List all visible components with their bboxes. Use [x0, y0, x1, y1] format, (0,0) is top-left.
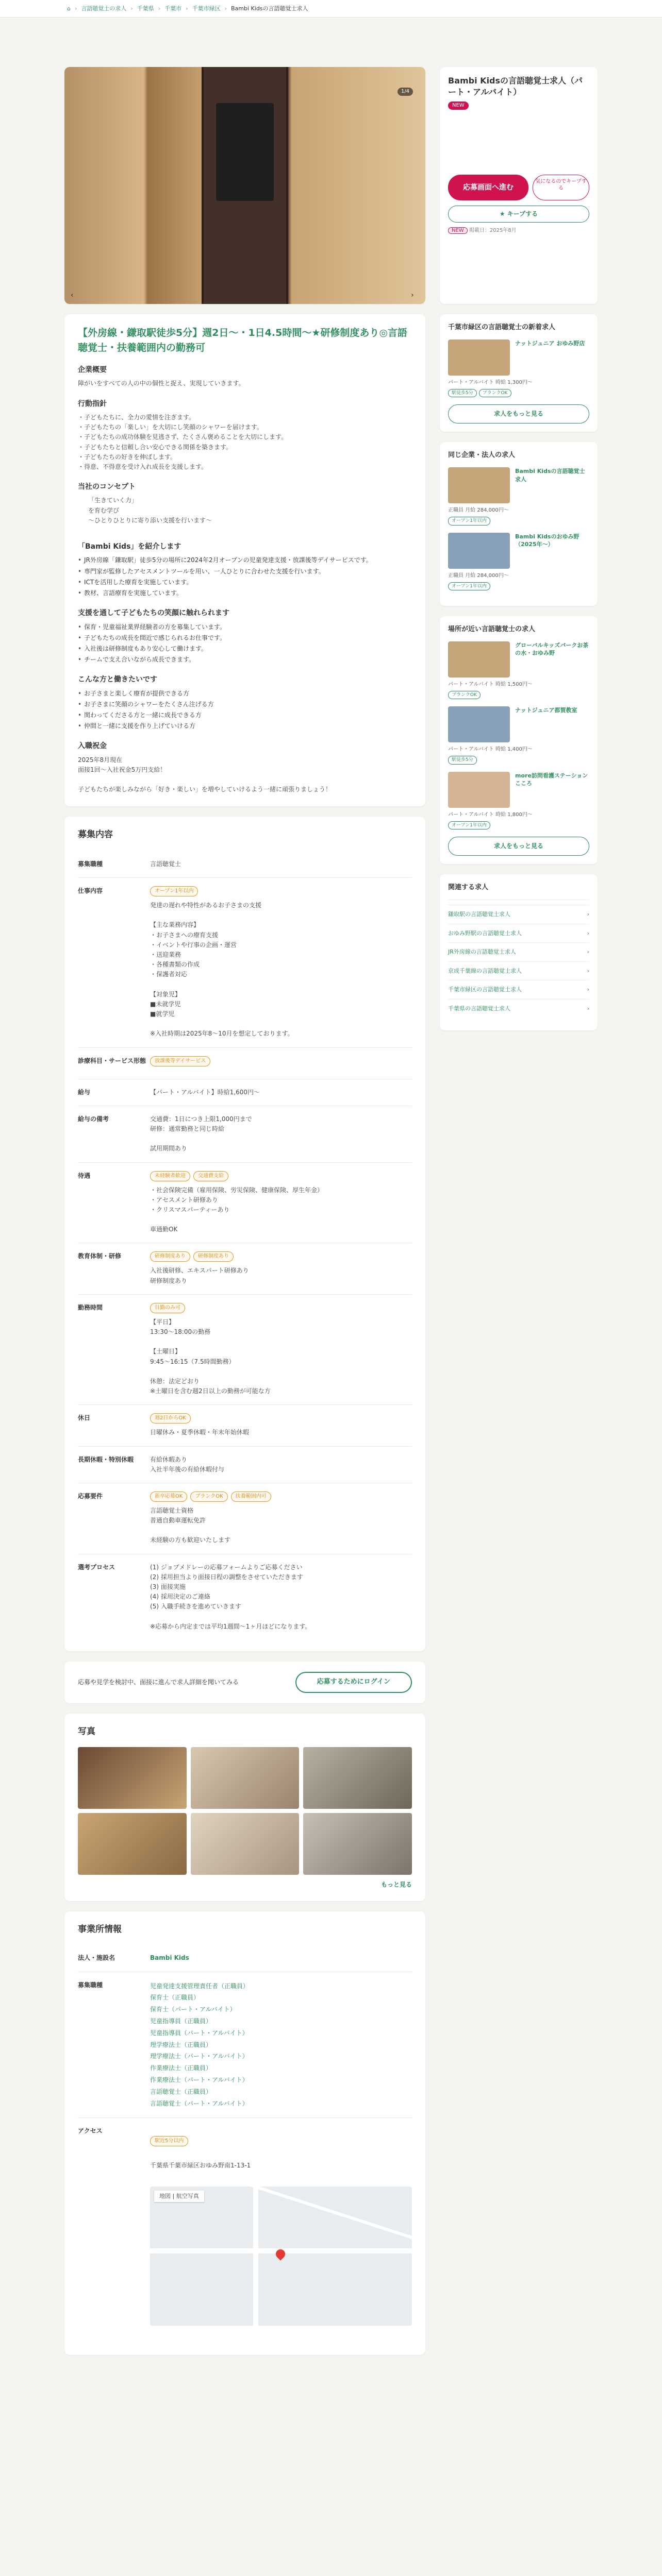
side-job-info: パート・アルバイト 時給 1,800円〜 [448, 811, 533, 818]
feature-tag: オープン1年以内 [448, 517, 490, 525]
more-jobs-button[interactable]: 求人をもっと見る [448, 837, 589, 856]
office-job-link[interactable]: 言語聴覚士（パート・アルバイト） [150, 2099, 249, 2107]
requirement-label: 長期休暇・特別休暇 [78, 1455, 134, 1463]
list-item: • ICTを活用した療育を実施しています。 [78, 578, 412, 587]
map-view[interactable] [150, 2187, 412, 2326]
feature-list [78, 689, 412, 732]
address-text: 千葉県千葉市緑区おゆみ野南1-13-1 [150, 2161, 251, 2169]
office-job-link[interactable]: 理学療法士（正職員） [150, 2041, 212, 2048]
tag-group [150, 1171, 412, 1181]
section-heading: 企業概要 [78, 366, 107, 374]
requirement-row [78, 1047, 412, 1079]
office-job-link[interactable]: 作業療法士（パート・アルバイト） [150, 2076, 249, 2083]
box-heading: 千葉市緑区の言語聴覚士の新着求人 [448, 324, 556, 331]
requirement-label: 給与の備考 [78, 1115, 109, 1123]
list-item: • 入社後は研修制度もあり安心して働けます。 [78, 644, 412, 654]
requirement-value [150, 1492, 412, 1546]
tag-group [448, 389, 589, 397]
feature-tag: 新卒応募OK [150, 1492, 187, 1502]
chevron-right-icon: › [587, 1005, 589, 1012]
list-item: • 子どもたちの成長を間近で感じられるお仕事です。 [78, 633, 412, 643]
consider-button[interactable]: 気になるのでキープする [533, 175, 589, 200]
feature-tag: 駅徒歩5分 [448, 756, 477, 764]
breadcrumb-current: Bambi Kidsの言語聴覚士求人 [231, 5, 308, 12]
requirement-text: 発達の遅れや特性があるお子さまの支援 【主な業務内容】 ・お子さまへの療育支援 ・イベントや行事の企画・運営 ・送迎業務 ・各種書類の作成 ・保護者対応 【対象児】 ■未就学児 ■就学児 ※入社時期は2025年8〜10月を想定しております。 [150, 901, 294, 1038]
requirement-row [78, 1483, 412, 1554]
box-heading: 関連する求人 [448, 884, 489, 892]
related-link-label: JR外房線の言語聴覚士求人 [448, 948, 516, 956]
section-heading: 入職祝金 [78, 742, 107, 751]
related-link[interactable] [448, 980, 589, 999]
requirement-text: 言語聴覚士 [150, 860, 181, 868]
job-thumb [448, 772, 510, 808]
office-jobs-list [150, 1980, 412, 2110]
requirement-label: 募集職種 [78, 860, 103, 868]
breadcrumb-link[interactable]: 千葉市 [164, 5, 182, 12]
cta-text: 応募や見学を検討中、面接に進んで求人詳細を聞いてみる [78, 1678, 239, 1686]
feature-tag: 交通費支給 [193, 1171, 228, 1181]
side-job-name[interactable]: more訪問看護ステーションこころ [515, 772, 588, 787]
related-link[interactable] [448, 961, 589, 980]
breadcrumb-link[interactable]: 言語聴覚士の求人 [81, 5, 127, 12]
job-thumb [448, 641, 510, 677]
section-text: 2025年8月現在 面接1回〜入社祝金5万円支給！ 子どもたちが楽しみながら「好き・楽しい」を増やしていけるよう一緒に頑張りましょう！ [78, 756, 332, 793]
new-badge: NEW [448, 101, 469, 110]
box-heading: 場所が近い言語聴覚士の求人 [448, 625, 536, 633]
requirements-title: 募集内容 [78, 829, 113, 840]
photo-counter: 1/4 [398, 88, 413, 96]
requirement-label: 待遇 [78, 1172, 91, 1179]
list-item: • 関わってくださる方と一緒に成長できる方 [78, 710, 412, 720]
feature-tag: 日勤のみ可 [150, 1303, 185, 1313]
requirements-card [64, 817, 425, 1651]
map-tab[interactable]: 地図 | 航空写真 [154, 2191, 204, 2202]
related-link[interactable] [448, 942, 589, 961]
sidebar [440, 67, 598, 2355]
requirement-text: 交通費：1日につき上限1,000円まで 研修：通常勤務と同じ時給 試用期間あり [150, 1115, 252, 1153]
list-item: • お子さまと楽しく療育が提供できる方 [78, 689, 412, 699]
office-title: 事業所情報 [78, 1924, 122, 1935]
cta-bar [64, 1662, 425, 1703]
tag-group [150, 886, 412, 896]
side-job-name[interactable]: グローバルキッズパークお茶の水・おゆみ野 [515, 641, 589, 657]
related-link[interactable] [448, 999, 589, 1018]
meta-pill: NEW [448, 227, 468, 234]
photos-title: 写真 [78, 1726, 95, 1737]
breadcrumb-link[interactable]: 千葉県 [137, 5, 154, 12]
tag-group [448, 756, 589, 764]
requirement-row [78, 1243, 412, 1294]
requirement-value [150, 1056, 412, 1071]
requirement-value [150, 1455, 412, 1475]
feature-tag: 週2日からOK [150, 1413, 191, 1423]
office-name-link[interactable]: Bambi Kids [150, 1954, 189, 1962]
side-job-info: パート・アルバイト 時給 1,500円〜 [448, 681, 533, 687]
feature-tag: 放課後等デイサービス [150, 1056, 210, 1066]
requirement-label: 勤務時間 [78, 1303, 103, 1311]
list-item: • 仲間と一緒に支援を作り上げていける方 [78, 721, 412, 731]
requirement-text: ・社会保険完備（雇用保険、労災保険、健康保険、厚生年金） ・アセスメント研修あり ・クリスマスパーティーあり 車通勤OK [150, 1186, 324, 1233]
requirement-text: 【パート・アルバイト】時給1,600円〜 [150, 1088, 260, 1096]
office-job-link[interactable]: 言語聴覚士（正職員） [150, 2088, 212, 2095]
section-heading: こんな方と働きたいです [78, 675, 157, 684]
feature-list [78, 555, 412, 598]
tag-group [150, 1492, 412, 1502]
feature-tag: オープン1年以内 [150, 886, 198, 896]
feature-tag: ブランクOK [479, 389, 511, 397]
requirement-text: 有給休暇あり 入社半年後の有給休暇付与 [150, 1455, 225, 1473]
requirement-value [150, 1563, 412, 1632]
side-job-info: 正職員 月給 284,000円〜 [448, 572, 509, 579]
job-thumb [448, 706, 510, 742]
feature-tag: 扶養範囲内可 [231, 1492, 271, 1502]
chevron-right-icon: › [587, 948, 589, 956]
side-job-name[interactable]: Bambi Kidsの言語聴覚士求人 [515, 468, 585, 483]
side-job[interactable] [448, 467, 589, 503]
office-jobs-label: 募集職種 [78, 1981, 103, 1989]
chevron-right-icon: › [587, 986, 589, 993]
side-job-info: パート・アルバイト 時給 1,300円〜 [448, 379, 533, 385]
photo-thumb[interactable] [78, 1747, 187, 1809]
requirement-text: 【平日】 13:30〜18:00の勤務 【土曜日】 9:45〜16:15（7.5時間勤務） 休憩：法定どおり ※土曜日を含む週2日以上の勤務が可能な方 [150, 1318, 271, 1395]
star-icon: ★ [499, 210, 507, 218]
office-name-label: 法人・施設名 [78, 1954, 115, 1962]
side-job[interactable] [448, 706, 589, 742]
feature-tag: オープン1年以内 [448, 582, 490, 590]
main-column [64, 67, 425, 2355]
sign-graphic [216, 103, 274, 201]
related-link[interactable] [448, 905, 589, 924]
requirement-row [78, 1106, 412, 1162]
list-item: • 保育・児童福祉業界経験者の方を募集しています。 [78, 622, 412, 632]
requirement-value [150, 1303, 412, 1397]
requirement-label: 診療科目・サービス形態 [78, 1057, 146, 1064]
list-item: • 専門家が監修したアセスメントツールを用い、一人ひとりに合わせた支援を行います。 [78, 567, 412, 577]
office-job-link[interactable]: 児童指導員（パート・アルバイト） [150, 2029, 249, 2037]
section-text: 障がいをすべての人の中の個性と捉え、実現していきます。 [78, 380, 245, 387]
box-heading: 同じ企業・法人の求人 [448, 451, 516, 460]
requirement-label: 教育体制・研修 [78, 1252, 122, 1260]
side-job-info: 正職員 月給 284,000円〜 [448, 507, 509, 514]
requirement-value [150, 886, 412, 1039]
feature-tag: ブランクOK [190, 1492, 227, 1502]
requirement-value [150, 1171, 412, 1235]
side-job-name[interactable]: ナットジュニア都賀教室 [515, 707, 577, 714]
requirement-value [150, 859, 412, 869]
requirement-text: 言語聴覚士資格 普通自動車運転免許 未経験の方も歓迎いたします [150, 1506, 231, 1544]
side-job[interactable] [448, 641, 589, 677]
office-card [64, 1911, 425, 2355]
keep-button[interactable]: ★ キープする [448, 206, 589, 223]
section-text: 「生きていく力」 を育む学び 〜ひとりひとりに寄り添い支援を行います〜 [88, 497, 212, 524]
feature-tag: オープン1年以内 [448, 821, 490, 829]
job-thumb [448, 533, 510, 569]
nearby-jobs-box [440, 616, 598, 864]
feature-tag: 研修制度あり [193, 1251, 234, 1262]
related-link-label: 千葉県の言語聴覚士求人 [448, 1005, 510, 1012]
more-photos-link[interactable]: もっと見る [380, 1880, 412, 1888]
hero-card [64, 67, 425, 304]
requirement-text: 日曜休み・夏季休暇・年末年始休暇 [150, 1429, 250, 1436]
tag-group [448, 691, 589, 699]
prev-arrow-icon[interactable]: ‹ [71, 291, 74, 299]
chevron-right-icon: › [587, 929, 589, 937]
requirement-value [150, 1088, 412, 1097]
tag-group [150, 1056, 412, 1066]
meta-text: 掲載日：2025年8月 [469, 228, 517, 234]
access-tag: 駅近5分以内 [150, 2136, 188, 2146]
office-job-link[interactable]: 児童指導員（正職員） [150, 2017, 212, 2025]
requirement-row [78, 1294, 412, 1405]
job-thumb [448, 467, 510, 503]
photo-thumb[interactable] [303, 1813, 412, 1875]
requirement-row [78, 1162, 412, 1243]
office-job-link[interactable]: 保育士（パート・アルバイト） [150, 2006, 236, 2013]
feature-tag: 駅徒歩5分 [448, 389, 477, 397]
photo-thumb[interactable] [191, 1813, 300, 1875]
job-title: 【外房線・鎌取駅徒歩5分】週2日〜・1日4.5時間〜★研修制度あり◎言語聴覚士・扶養範囲内の勤務可 [78, 327, 407, 353]
photo-thumb[interactable] [78, 1813, 187, 1875]
chevron-right-icon: › [587, 910, 589, 918]
same-company-box [440, 442, 598, 606]
side-job[interactable] [448, 340, 589, 376]
section-text: ・子どもたちに、全力の愛情を注ぎます。 ・子どもたちの「楽しい」を大切にし笑顔のシャワーを届けます。 ・子どもたちの成功体験を見逃さず、たくさん褒めることを大切にします。 ・子どもたちと信頼し合い安心できる関係を築きます。 ・子どもたちの好きを伸ばします。 ・得意、不得意を受け入れ成長を支援します。 [78, 413, 288, 470]
requirement-label: 給与 [78, 1088, 91, 1096]
photos-card [64, 1714, 425, 1901]
side-job-name[interactable]: Bambi Kidsのおゆみ野（2025年～） [515, 533, 580, 548]
office-job-link[interactable]: 保育士（正職員） [150, 1994, 200, 2002]
side-job-title: Bambi Kidsの言語聴覚士求人（パート・アルバイト） [448, 76, 583, 97]
job-thumb [448, 340, 510, 376]
list-item: • 教材、言語療育を実施しています。 [78, 588, 412, 598]
tag-group [150, 1413, 412, 1423]
requirements-table [78, 851, 412, 1640]
related-link-label: 京成千葉線の言語聴覚士求人 [448, 967, 522, 974]
apply-button[interactable]: 応募画面へ進む [448, 175, 528, 200]
photo-thumb[interactable] [303, 1747, 412, 1809]
requirement-value [150, 1413, 412, 1437]
related-link-label: 千葉市緑区の言語聴覚士求人 [448, 986, 522, 993]
requirement-row [78, 1446, 412, 1483]
tag-group [448, 821, 589, 829]
requirement-row [78, 851, 412, 877]
feature-tag: 未経験者歓迎 [150, 1171, 190, 1181]
breadcrumb: ⌂ › 言語聴覚士の求人 › 千葉県 › 千葉市 › 千葉市緑区 › Bambi Kidsの言語聴覚士求人 [0, 0, 662, 18]
photo-grid [78, 1747, 412, 1875]
office-job-link[interactable]: 理学療法士（パート・アルバイト） [150, 2053, 249, 2060]
office-job-link[interactable]: 作業療法士（正職員） [150, 2064, 212, 2072]
side-job-info: パート・アルバイト 時給 1,400円〜 [448, 747, 533, 753]
requirement-row [78, 1404, 412, 1446]
photo-thumb[interactable] [191, 1747, 300, 1809]
requirement-text: 入社後研修、エキスパート研修あり 研修制度あり [150, 1267, 249, 1284]
section-heading: 「Bambi Kids」を紹介します [78, 543, 181, 551]
tag-group [150, 1303, 412, 1313]
requirement-label: 応募要件 [78, 1492, 103, 1500]
next-arrow-icon[interactable]: › [411, 291, 414, 299]
more-jobs-button[interactable]: 求人をもっと見る [448, 404, 589, 423]
home-icon[interactable]: ⌂ [67, 5, 71, 12]
tag-group [448, 582, 589, 590]
section-heading: 支援を通して子どもたちの笑顔に触れられます [78, 609, 229, 618]
requirement-value [150, 1114, 412, 1154]
requirement-row [78, 877, 412, 1047]
requirement-label: 選考プロセス [78, 1563, 115, 1571]
section-heading: 行動指針 [78, 399, 107, 408]
related-link-label: おゆみ野駅の言語聴覚士求人 [448, 929, 522, 937]
login-apply-button[interactable]: 応募するためにログイン [295, 1672, 412, 1693]
requirement-value [150, 1251, 412, 1285]
related-link[interactable] [448, 924, 589, 943]
requirement-row [78, 1554, 412, 1640]
section-heading: 当社のコンセプト [78, 483, 136, 492]
list-item: • JR外房線「鎌取駅」徒歩5分の場所に2024年2月オープンの児童発達支援・放課後等デイサービスです。 [78, 555, 412, 565]
apply-card [440, 67, 598, 304]
list-item: • お子さまに笑顔のシャワーをたくさん注げる方 [78, 700, 412, 709]
tag-group [150, 1251, 412, 1262]
chevron-right-icon: › [587, 967, 589, 974]
new-jobs-box [440, 314, 598, 432]
hero-photo [64, 67, 425, 304]
side-job-name[interactable]: ナットジュニア おゆみ野店 [515, 340, 585, 347]
requirement-label: 仕事内容 [78, 887, 103, 894]
job-detail-card [64, 314, 425, 806]
requirement-label: 休日 [78, 1414, 91, 1422]
office-job-link[interactable]: 児童発達支援管理責任者（正職員） [150, 1982, 250, 1990]
related-jobs-box [440, 874, 598, 1030]
feature-tag: 研修制度あり [150, 1251, 190, 1262]
feature-tag: ブランクOK [448, 691, 481, 699]
access-label: アクセス [78, 2127, 103, 2135]
related-link-label: 鎌取駅の言語聴覚士求人 [448, 910, 510, 918]
feature-list [78, 622, 412, 665]
breadcrumb-link[interactable]: 千葉市緑区 [192, 5, 221, 12]
side-job[interactable] [448, 772, 589, 808]
requirement-text: (1) ジョブメドレーの応募フォームよりご応募ください (2) 採用担当より面接日程の調整をさせていただきます (3) 面接実施 (4) 採用決定のご連絡 (5) 入職手続きを進めていきます ※応募から内定までは平均1週間〜1ヶ月ほどになります。 [150, 1563, 311, 1630]
side-job[interactable] [448, 533, 589, 569]
tag-group [448, 517, 589, 525]
list-item: • チームで支え合いながら成長できます。 [78, 655, 412, 665]
requirement-row [78, 1079, 412, 1106]
